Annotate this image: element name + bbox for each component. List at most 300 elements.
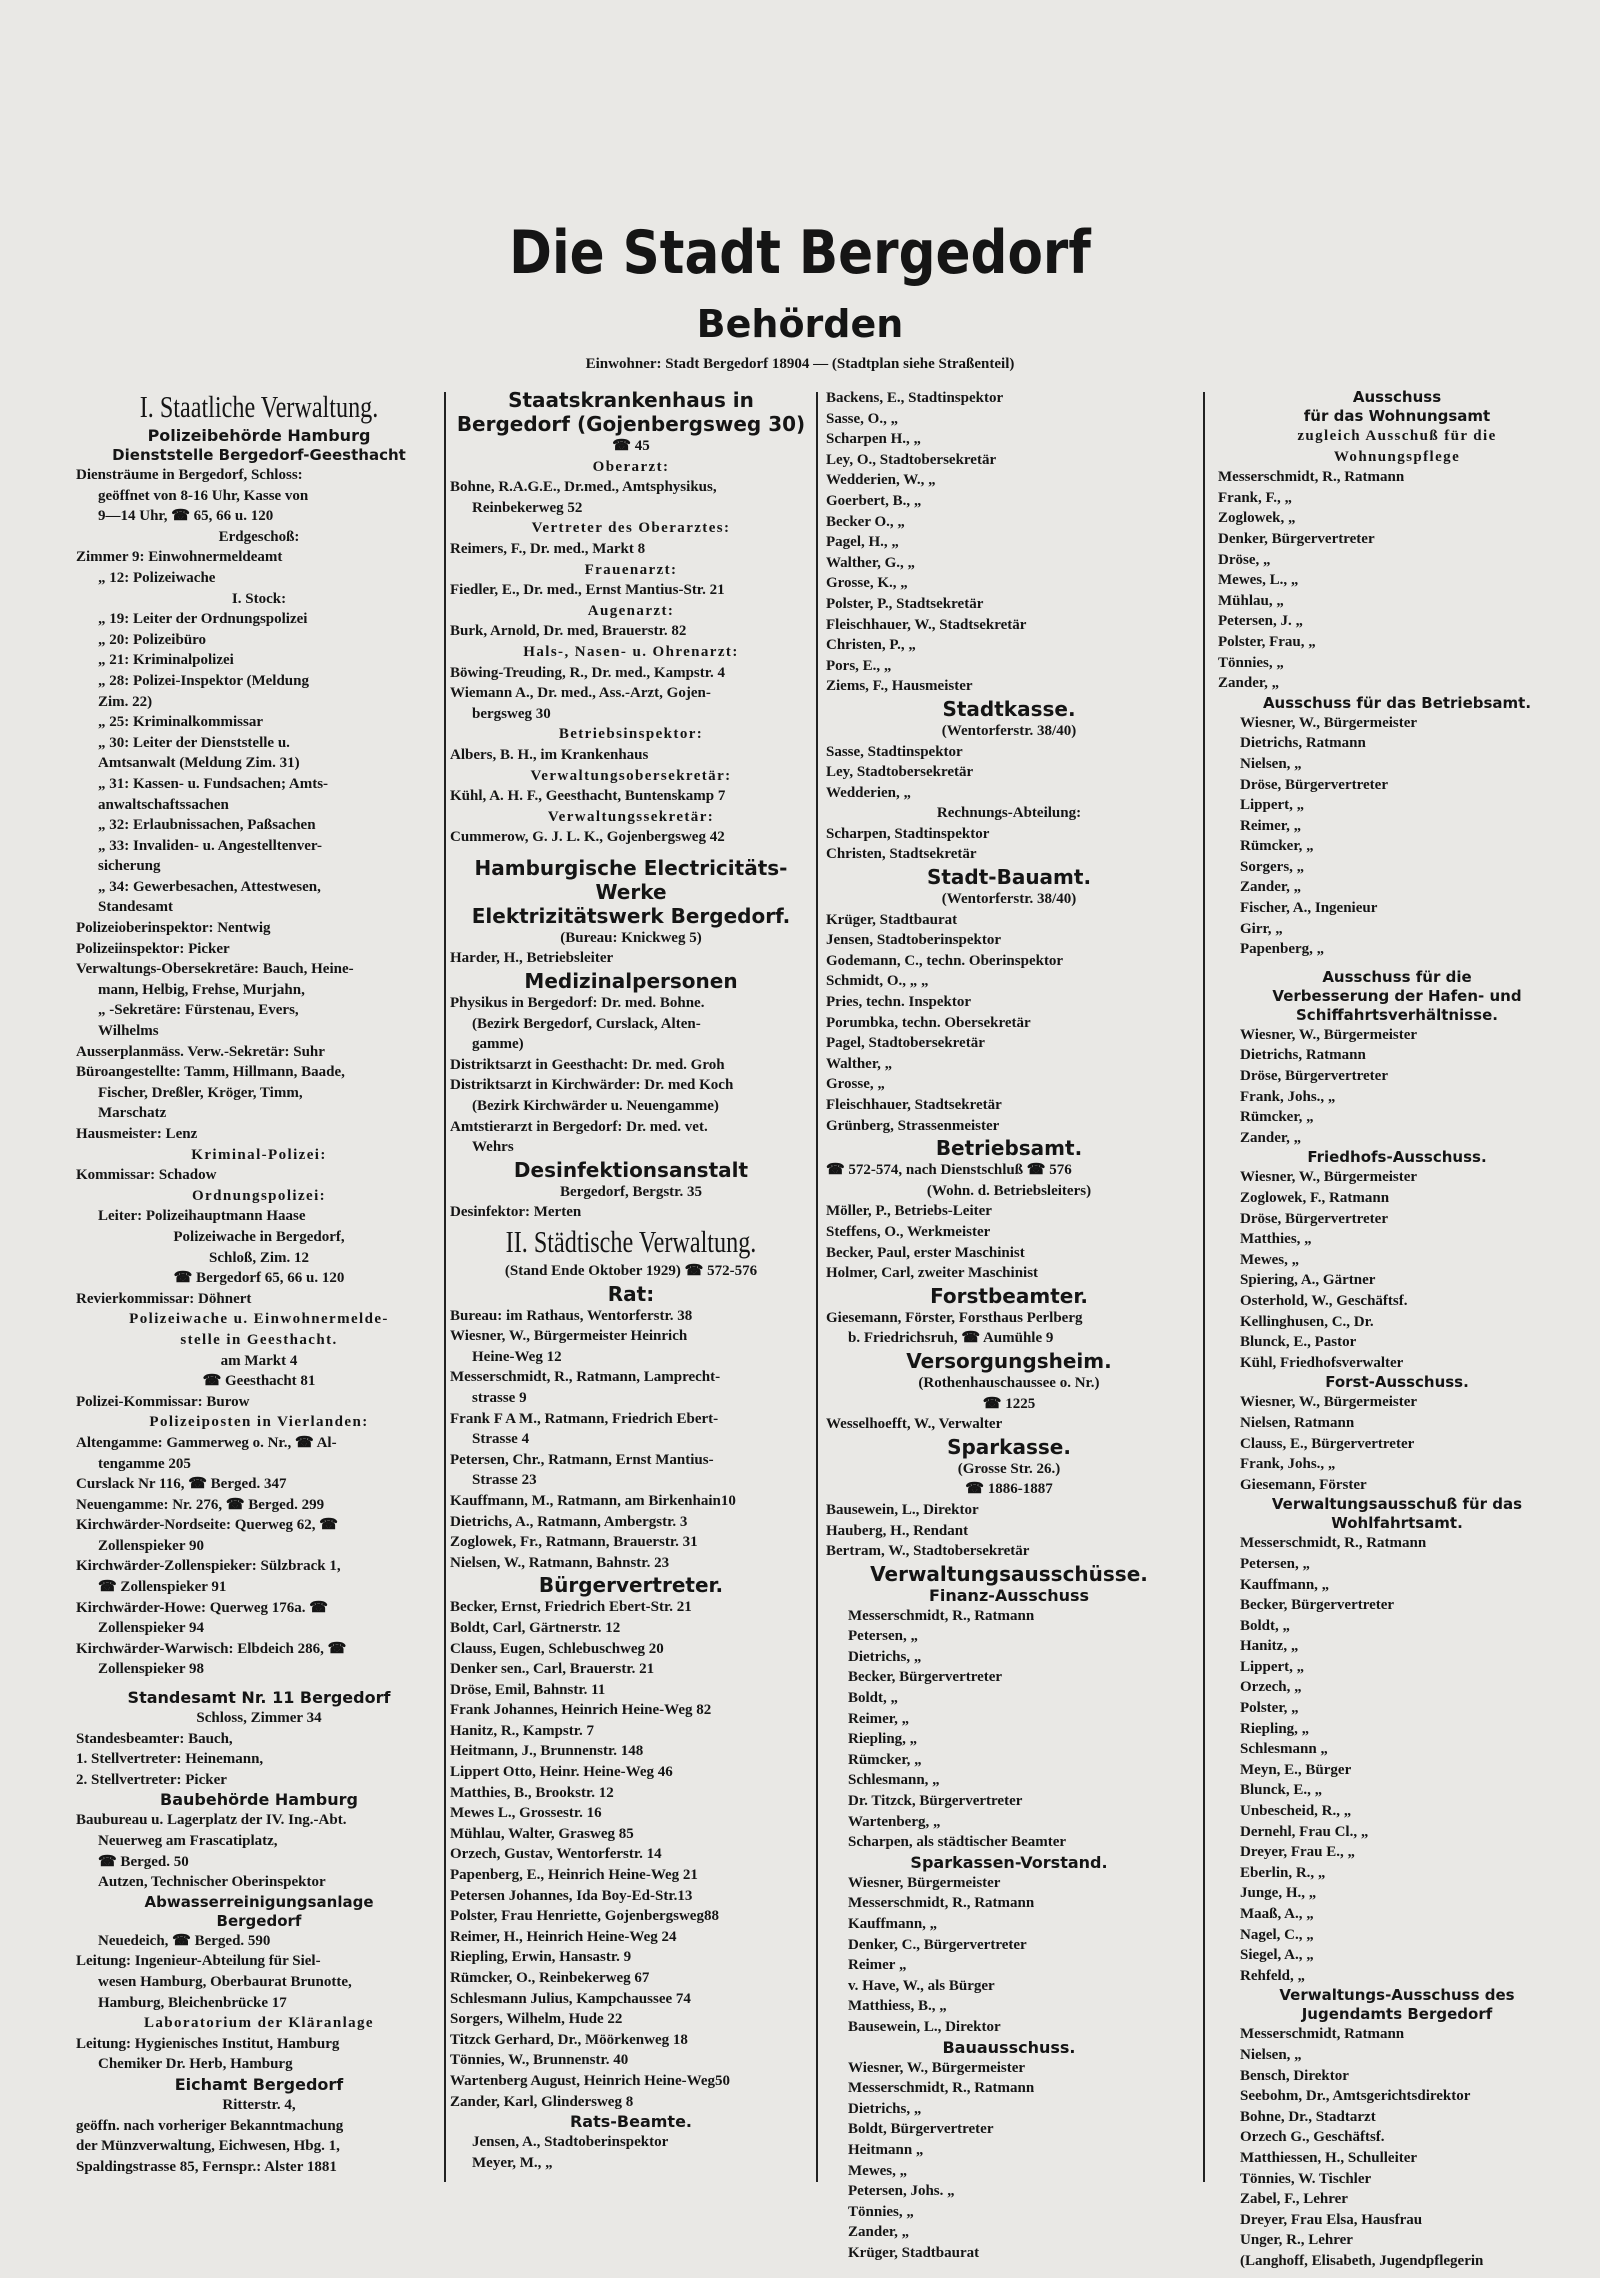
entry-line: mann, Helbig, Frehse, Murjahn, [98,981,305,998]
entry-line: Wiemann A., Dr. med., Ass.-Arzt, Gojen- [450,685,711,702]
office-heading: Hamburgische Electricitäts- [474,855,788,880]
column-divider [444,392,446,2182]
entry-line: Polizeioberinspektor: Nentwig [76,920,271,937]
section-heading: II. Städtische Verwaltung. [505,1224,757,1259]
entry-line: Reimer „ [848,1957,907,1974]
entry-line: tengamme 205 [98,1455,191,1472]
entry-line: Meyn, E., Bürger [1240,1761,1352,1778]
centered-line: Bergedorf, Bergstr. 35 [560,1183,702,1200]
centered-line: (Wentorferstr. 38/40) [941,722,1077,739]
entry-line: Backens, E., Stadtinspektor [826,390,1004,406]
centered-line: Augenarzt: [587,602,675,619]
spacer [76,1680,442,1688]
entry-line: (Langhoff, Elisabeth, Jugendpflegerin [1240,2252,1484,2269]
entry-line: Matthies, „ [1240,1231,1312,1248]
entry-line: Blunck, E., Pastor [1240,1334,1357,1351]
entry-line: Pries, techn. Inspektor [826,994,971,1011]
centered-line: Ordnungspolizei: [191,1187,327,1204]
entry-line: Dietrichs, A., Ratmann, Ambergstr. 3 [450,1513,688,1530]
entry-line: Reimer, H., Heinrich Heine-Weg 24 [450,1928,677,1945]
entry-line: Unger, R., Lehrer [1240,2232,1353,2249]
entry-line: Zoglowek, F., Ratmann [1240,1190,1390,1206]
entry-line: Zoglowek, Fr., Ratmann, Brauerstr. 31 [450,1534,698,1551]
office-heading: Betriebsamt. [935,1136,1083,1161]
entry-line: Mühlau, „ [1218,592,1284,609]
centered-line: Polizeiwache in Bergedorf, [173,1228,345,1245]
entry-line: Orzech G., Geschäftsf. [1240,2129,1385,2146]
entry-line: Messerschmidt, Ratmann [1240,2026,1405,2043]
entry-line: Cummerow, G. J. L. K., Gojenbergsweg 42 [450,829,725,846]
centered-line: (Wentorferstr. 38/40) [941,891,1077,908]
centered-line: Oberarzt: [592,458,670,475]
entry-line: Dröse, „ [1218,551,1271,568]
entry-line: Denker, C., Bürgervertreter [848,1936,1027,1953]
entry-line: ☎ Berged. 50 [98,1853,189,1870]
entry-line: der Münzverwaltung, Eichwesen, Hbg. 1, [76,2138,340,2155]
entry-line: Zoglowek, „ [1218,510,1296,527]
centered-line: Schloß, Zim. 12 [208,1249,310,1266]
entry-line: Maaß, A., „ [1240,1906,1314,1922]
population-note: Einwohner: Stadt Bergedorf 18904 — (Stadtplan siehe Straßenteil) [585,356,1015,372]
entry-line: Leitung: Ingenieur-Abteilung für Siel- [76,1953,321,1970]
entry-line: Walther, „ [826,1055,893,1072]
entry-line: Wartenberg August, Heinrich Heine-Weg50 [450,2072,730,2089]
entry-line: Polster, P., Stadtsekretär [826,595,984,612]
centered-line: am Markt 4 [220,1352,298,1369]
entry-line: Meyer, M., „ [472,2154,553,2171]
entry-line: Scharpen H., „ [826,431,922,448]
subsection-heading: für das Wohnungsamt [1303,407,1491,425]
entry-line: Jensen, Stadtoberinspektor [826,932,1002,949]
entry-line: Matthies, B., Brookstr. 12 [450,1784,614,1801]
entry-line: Pors, E., „ [826,657,892,674]
entry-line: Wehrs [472,1139,514,1156]
entry-line: Schlesmann Julius, Kampchaussee 74 [450,1990,691,2007]
entry-line: Frank Johannes, Heinrich Heine-Weg 82 [450,1702,712,1719]
entry-line: Wiesner, W., Bürgermeister Heinrich [450,1328,688,1345]
office-heading: Desinfektionsanstalt [513,1157,749,1182]
entry-line: Rümcker, „ [848,1751,922,1768]
entry-line: Physikus in Bergedorf: Dr. med. Bohne. [450,995,705,1012]
entry-line: Harder, H., Betriebsleiter [450,950,614,967]
subsection-heading: Abwasserreinigungsanlage [144,1892,374,1911]
entry-line: Sorgers, Wilhelm, Hude 22 [450,2011,623,2028]
entry-line: Wedderien, „ [826,784,911,801]
entry-line: Zollenspieker 90 [98,1537,204,1554]
entry-line: Girr, „ [1240,920,1283,937]
subsection-heading: Schiffahrtsverhältnisse. [1296,1005,1498,1024]
entry-line: Riepling, Erwin, Hansastr. 9 [450,1949,632,1966]
entry-line: Wiesner, W., Bürgermeister [848,2059,1026,2076]
centered-line: Polizeiwache u. Einwohnermelde- [129,1311,389,1328]
column-2 [450,388,812,2278]
section-heading: I. Staatliche Verwaltung. [139,389,379,424]
centered-line: Wohnungspflege [1333,448,1461,465]
entry-line: Autzen, Technischer Oberinspektor [98,1874,326,1891]
office-heading: Sparkasse. [947,1434,1071,1459]
entry-line: „ 19: Leiter der Ordnungspolizei [98,611,308,628]
entry-line: Sorgers, „ [1240,858,1305,875]
entry-line: Hamburg, Bleichenbrücke 17 [98,1994,287,2011]
entry-line: Orzech, Gustav, Wentorferstr. 14 [450,1846,662,1863]
entry-line: Leitung: Hygienisches Institut, Hamburg [76,2035,340,2052]
entry-line: Zollenspieker 94 [98,1620,204,1637]
office-heading: Eichamt Bergedorf [174,2074,344,2094]
entry-line: Dreyer, Frau Elsa, Hausfrau [1240,2211,1423,2228]
entry-line: Böwing-Treuding, R., Dr. med., Kampstr. 4 [450,664,726,681]
entry-line: Dröse, Emil, Bahnstr. 11 [450,1681,606,1698]
entry-line: Hausmeister: Lenz [76,1126,198,1142]
entry-line: Wiesner, W., Bürgermeister [1240,1026,1418,1043]
entry-line: Zander, Karl, Glindersweg 8 [450,2093,634,2110]
centered-line: (Grosse Str. 26.) [957,1460,1061,1477]
entry-line: Neuengamme: Nr. 276, ☎ Berged. 299 [76,1496,325,1513]
entry-line: Kauffmann, M., Ratmann, am Birkenhain10 [450,1492,736,1509]
entry-line: Mewes, „ [1240,1251,1300,1268]
entry-line: Spaldingstrasse 85, Fernspr.: Alster 1881 [76,2158,337,2175]
entry-line: Strasse 4 [472,1431,530,1448]
entry-line: Tönnies, W. Tischler [1240,2170,1372,2187]
entry-line: Mewes L., Grossestr. 16 [450,1805,602,1822]
entry-line: Clauss, Eugen, Schlebuschweg 20 [450,1640,664,1657]
entry-line: 9—14 Uhr, ☎ 65, 66 u. 120 [98,508,274,525]
subsection-heading: Ausschuss [1352,388,1442,406]
office-heading: Sparkassen-Vorstand. [910,1852,1108,1872]
page-title: Die Stadt Bergedorf [509,218,1091,288]
office-heading: Standesamt Nr. 11 Bergedorf [127,1688,391,1708]
entry-line: Lippert Otto, Heinr. Heine-Weg 46 [450,1764,673,1781]
entry-line: Polster, „ [1240,1700,1299,1717]
entry-line: Nielsen, „ [1240,2046,1302,2063]
entry-line: Kellinghusen, C., Dr. [1240,1313,1374,1330]
entry-line: „ 34: Gewerbesachen, Attestwesen, [98,878,321,895]
entry-line: Grosse, K., „ [826,575,908,592]
entry-line: Messerschmidt, R., Ratmann [848,2080,1035,2097]
entry-line: Nielsen, W., Ratmann, Bahnstr. 23 [450,1554,670,1571]
entry-line: Nielsen, Ratmann [1240,1414,1355,1431]
entry-line: Altengamme: Gammerweg o. Nr., ☎ Al- [76,1434,337,1451]
entry-line: Messerschmidt, R., Ratmann, Lamprecht- [450,1369,721,1386]
centered-line: Betriebsinspektor: [558,726,704,743]
entry-line: Grosse, „ [826,1076,885,1093]
entry-line: Frank, F., „ [1218,489,1293,506]
entry-line: Schlesmann, „ [848,1772,940,1789]
entry-line: Neuerweg am Frascatiplatz, [98,1833,278,1849]
entry-line: Unbescheid, R., „ [1240,1803,1352,1820]
entry-line: Sasse, Stadtinspektor [826,743,963,760]
entry-line: Heine-Weg 12 [472,1348,562,1365]
entry-line: Desinfektor: Merten [450,1204,582,1221]
office-heading: Finanz-Ausschuss [928,1585,1090,1605]
office-heading: Stadtkasse. [942,696,1076,721]
entry-line: Kauffmann, „ [848,1916,938,1932]
entry-line: Zander, „ [1240,879,1302,896]
centered-line: (Stand Ende Oktober 1929) ☎ 572-576 [504,1263,758,1279]
centered-line: Schloss, Zimmer 34 [196,1710,322,1727]
entry-line: Distriktsarzt in Geesthacht: Dr. med. Groh [450,1056,725,1073]
centered-line: Kriminal-Polizei: [191,1146,327,1163]
subsection-heading: Bergedorf [216,1911,302,1930]
centered-line: ☎ 1225 [982,1395,1036,1412]
office-heading: Bauausschuss. [942,2037,1076,2057]
entry-line: „ 30: Leiter der Dienststelle u. [98,734,290,751]
entry-line: Marschatz [98,1105,167,1122]
entry-line: Neuedeich, ☎ Berged. 590 [98,1932,271,1949]
centered-line: ☎ Geesthacht 81 [202,1373,316,1390]
entry-line: Tönnies, „ [1218,654,1284,671]
entry-line: Wilhelms [98,1023,159,1040]
entry-line: Rümcker, „ [1240,1109,1314,1126]
centered-line: zugleich Ausschuß für die [1297,428,1497,444]
office-heading: Forstbeamter. [930,1283,1088,1308]
entry-line: Dietrichs, Ratmann [1240,735,1366,752]
entry-line: Petersen, Chr., Ratmann, Ernst Mantius- [450,1451,714,1468]
office-heading: Stadt-Bauamt. [926,865,1092,890]
entry-line: Fleischhauer, W., Stadtsekretär [826,616,1027,633]
entry-line: Siegel, A., „ [1240,1947,1314,1964]
entry-line: b. Friedrichsruh, ☎ Aumühle 9 [848,1330,1054,1347]
entry-line: Dröse, Bürgervertreter [1240,1068,1388,1085]
entry-line: Revierkommissar: Döhnert [76,1290,252,1307]
entry-line: Bausewein, L., Direktor [848,2018,1001,2035]
entry-line: Kühl, A. H. F., Geesthacht, Buntenskamp 7 [450,788,726,805]
centered-line: Polizeiposten in Vierlanden: [149,1414,369,1431]
entry-line: Zander, „ [848,2224,910,2241]
office-heading: Versorgungsheim. [906,1348,1112,1373]
entry-line: Dietrichs, „ [848,1648,922,1665]
centered-line: I. Stock: [231,590,287,607]
entry-line: Chemiker Dr. Herb, Hamburg [98,2056,293,2073]
entry-line: strasse 9 [472,1389,527,1406]
entry-line: Albers, B. H., im Krankenhaus [450,746,649,763]
entry-line: Boldt, „ [848,1690,899,1707]
entry-line: Messerschmidt, R., Ratmann [1240,1535,1427,1552]
entry-line: Messerschmidt, R., Ratmann [848,1895,1035,1912]
entry-line: Jensen, A., Stadtoberinspektor [472,2134,669,2151]
entry-line: 1. Stellvertreter: Heinemann, [76,1751,264,1768]
entry-line: Junge, H., „ [1240,1885,1317,1902]
entry-line: Denker sen., Carl, Brauerstr. 21 [450,1661,655,1678]
subsection-heading: Verwaltungs-Ausschuss des [1279,1986,1515,2005]
entry-line: „ 31: Kassen- u. Fundsachen; Amts- [98,775,329,792]
entry-line: Rümcker, „ [1240,838,1314,855]
entry-line: Polizeiinspektor: Picker [76,940,230,957]
column-4 [1218,388,1576,2278]
entry-line: Seebohm, Dr., Amtsgerichtsdirektor [1240,2088,1471,2105]
entry-line: Zabel, F., Lehrer [1240,2191,1348,2208]
entry-line: Boldt, Bürgervertreter [848,2121,994,2138]
entry-line: Becker O., „ [826,513,905,530]
entry-line: Fischer, Dreßler, Kröger, Timm, [98,1084,303,1101]
entry-line: Amtstierarzt in Bergedorf: Dr. med. vet. [450,1118,708,1135]
centered-line: Vertreter des Oberarztes: [531,520,731,537]
entry-line: Bensch, Direktor [1240,2067,1349,2084]
entry-line: Dietrichs, Ratmann [1240,1047,1366,1064]
column-divider [1203,392,1205,2182]
entry-line: Wiesner, W., Bürgermeister [1240,1169,1418,1186]
entry-line: sicherung [98,858,161,875]
entry-line: Krüger, Stadtbaurat [826,911,958,928]
entry-line: Scharpen, als städtischer Beamter [848,1834,1067,1851]
entry-line: Zim. 22) [98,693,153,710]
entry-line: Blunck, E., „ [1240,1782,1323,1799]
office-heading: Verwaltungsausschüsse. [870,1561,1148,1586]
entry-line: „ -Sekretäre: Fürstenau, Evers, [98,1002,299,1019]
entry-line: Fischer, A., Ingenieur [1240,900,1378,917]
entry-line: Riepling, „ [1240,1720,1310,1737]
entry-line: Distriktsarzt in Kirchwärder: Dr. med Koch [450,1077,734,1094]
entry-line: Giesemann, Förster [1240,1476,1367,1493]
entry-line: Matthiessen, H., Schulleiter [1240,2149,1418,2166]
entry-line: Mühlau, Walter, Grasweg 85 [450,1825,634,1842]
entry-line: Standesamt [98,899,174,916]
entry-line: Dreyer, Frau E., „ [1240,1844,1355,1861]
entry-line: Kauffmann, „ [1240,1576,1330,1593]
centered-line: ☎ 1886-1887 [965,1481,1053,1498]
spacer [450,848,812,856]
entry-line: Messerschmidt, R., Ratmann [1218,469,1405,486]
subsection-heading: Ausschuss für die [1322,967,1472,986]
entry-line: Petersen, J. „ [1218,613,1303,630]
entry-line: Titzck Gerhard, Dr., Möörkenweg 18 [450,2031,688,2048]
office-heading: Elektrizitätswerk Bergedorf. [471,903,791,928]
subsection-heading: Verbesserung der Hafen- und [1272,986,1522,1005]
subsection-heading: Forst-Ausschuss. [1325,1373,1469,1392]
entry-line: Riepling, „ [848,1731,918,1748]
office-heading: Baubehörde Hamburg [160,1790,358,1810]
subsection-heading: Dienststelle Bergedorf-Geesthacht [112,446,406,464]
entry-line: Boldt, Carl, Gärtnerstr. 12 [450,1619,621,1636]
entry-line: Frank, Johs., „ [1240,1088,1336,1105]
entry-line: Porumbka, techn. Obersekretär [826,1014,1031,1031]
entry-line: Holmer, Carl, zweiter Maschinist [826,1265,1039,1282]
entry-line: Nielsen, „ [1240,755,1302,772]
entry-line: Polizei-Kommissar: Burow [76,1393,250,1410]
entry-line: Zander, „ [1218,675,1280,692]
entry-line: Messerschmidt, R., Ratmann [848,1607,1035,1624]
entry-line: Verwaltungs-Obersekretäre: Bauch, Heine- [76,961,354,978]
entry-line: Kirchwärder-Nordseite: Querweg 62, ☎ [76,1517,338,1534]
entry-line: gamme) [472,1036,524,1053]
entry-line: Bureau: im Rathaus, Wentorferstr. 38 [450,1307,693,1324]
entry-line: Becker, Bürgervertreter [1240,1597,1395,1614]
entry-line: Möller, P., Betriebs-Leiter [826,1203,992,1220]
entry-line: Petersen, „ [1240,1555,1310,1572]
page-subtitle: Behörden [696,302,904,346]
entry-line: Petersen Johannes, Ida Boy-Ed-Str.13 [450,1887,693,1904]
entry-line: Clauss, E., Bürgervertreter [1240,1435,1415,1452]
entry-line: v. Have, W., als Bürger [848,1977,995,1994]
entry-line: „ 33: Invaliden- u. Angestelltenver- [98,837,323,854]
entry-line: Diensträume in Bergedorf, Schloss: [76,467,303,483]
entry-line: Grünberg, Strassenmeister [826,1117,1000,1134]
entry-line: Rümcker, O., Reinbekerweg 67 [450,1970,650,1986]
entry-line: „ 28: Polizei-Inspektor (Meldung [98,672,309,689]
entry-line: Christen, P., „ [826,637,916,654]
entry-line: Wedderien, W., „ [826,472,936,489]
entry-line: (Bezirk Kirchwärder u. Neuengamme) [472,1098,719,1115]
office-heading: Medizinalpersonen [524,969,738,994]
entry-line: Bohne, Dr., Stadtarzt [1240,2108,1376,2125]
entry-line: anwaltschaftssachen [98,796,229,813]
entry-line: Wesselhoefft, W., Verwalter [826,1416,1003,1433]
entry-line: Kirchwärder-Howe: Querweg 176a. ☎ [76,1599,328,1616]
entry-line: Fleischhauer, Stadtsekretär [826,1097,1002,1113]
entry-line: Papenberg, E., Heinrich Heine-Weg 21 [450,1867,698,1884]
centered-line: (Wohn. d. Betriebsleiters) [926,1182,1092,1199]
entry-line: „ 25: Kriminalkommissar [98,714,263,731]
column-divider [816,392,818,2182]
column-3 [826,388,1192,2278]
centered-line: Rechnungs-Abteilung: [936,805,1082,822]
entry-line: Schlesmann „ [1240,1741,1328,1758]
entry-line: Kommissar: Schadow [76,1167,217,1184]
entry-line: Ley, Stadtobersekretär [826,764,974,781]
entry-line: Frank F A M., Ratmann, Friedrich Ebert- [450,1410,719,1427]
entry-line: Scharpen, Stadtinspektor [826,825,990,842]
entry-line: Becker, Bürgervertreter [848,1669,1003,1686]
entry-line: Becker, Ernst, Friedrich Ebert-Str. 21 [450,1599,692,1616]
entry-line: Spiering, A., Gärtner [1240,1272,1376,1289]
centered-line: Ritterstr. 4, [222,2096,296,2113]
entry-line: Curslack Nr 116, ☎ Berged. 347 [76,1476,287,1493]
entry-line: Reinbekerweg 52 [472,499,583,516]
entry-line: Kirchwärder-Warwisch: Elbdeich 286, ☎ [76,1640,347,1657]
entry-line: Polster, Frau, „ [1218,633,1316,650]
office-heading: Bergedorf (Gojenbergsweg 30) [456,412,806,436]
entry-line: Schmidt, O., „ „ [826,973,929,990]
centered-line: Frauenarzt: [584,561,678,578]
entry-line: Pagel, Stadtobersekretär [826,1035,985,1052]
column-1 [76,388,442,2278]
centered-line: Verwaltungssekretär: [547,808,715,825]
centered-line: stelle in Geesthacht. [180,1331,338,1348]
entry-line: „ 32: Erlaubnissachen, Paßsachen [98,817,316,834]
entry-line: Goerbert, B., „ [826,492,922,509]
office-heading: Rats-Beamte. [569,2112,693,2132]
office-heading: Werke [595,879,667,904]
office-heading: Staatskrankenhaus in [508,388,754,412]
centered-line: Laboratorium der Kläranlage [143,2015,374,2032]
centered-line: Hals-, Nasen- u. Ohrenarzt: [523,643,739,660]
entry-line: Reimers, F., Dr. med., Markt 8 [450,540,646,557]
entry-line: Standesbeamter: Bauch, [76,1730,233,1747]
entry-line: Reimer, „ [1240,817,1302,834]
centered-line: ☎ 45 [612,438,650,454]
entry-line: (Bezirk Bergedorf, Curslack, Alten- [472,1015,701,1032]
entry-line: Bertram, W., Stadtobersekretär [826,1543,1030,1560]
entry-line: Bausewein, L., Direktor [826,1501,979,1518]
entry-line: Dernehl, Frau Cl., „ [1240,1823,1369,1840]
subsection-heading: Friedhofs-Ausschuss. [1307,1148,1487,1167]
entry-line: bergsweg 30 [472,705,551,722]
entry-line: Büroangestellte: Tamm, Hillmann, Baade, [76,1064,345,1081]
centered-line: Verwaltungsobersekretär: [530,767,732,784]
entry-line: Ley, O., Stadtobersekretär [826,451,997,468]
entry-line: Tönnies, W., Brunnenstr. 40 [450,2052,629,2069]
entry-line: Rehfeld, „ [1240,1967,1305,1984]
entry-line: Papenberg, „ [1240,941,1325,958]
office-heading: Bürgervertreter. [538,1573,724,1598]
entry-line: geöffn. nach vorheriger Bekanntmachung [76,2117,344,2134]
entry-line: wesen Hamburg, Oberbaurat Brunotte, [98,1973,352,1990]
entry-line: Orzech, „ [1240,1679,1302,1696]
entry-line: Zander, „ [1240,1129,1302,1146]
entry-line: Christen, Stadtsekretär [826,846,977,863]
entry-line: Dietrichs, „ [848,2100,922,2117]
entry-line: Amtsanwalt (Meldung Zim. 31) [98,755,300,772]
entry-line: Baubureau u. Lagerplatz der IV. Ing.-Abt. [76,1812,347,1829]
